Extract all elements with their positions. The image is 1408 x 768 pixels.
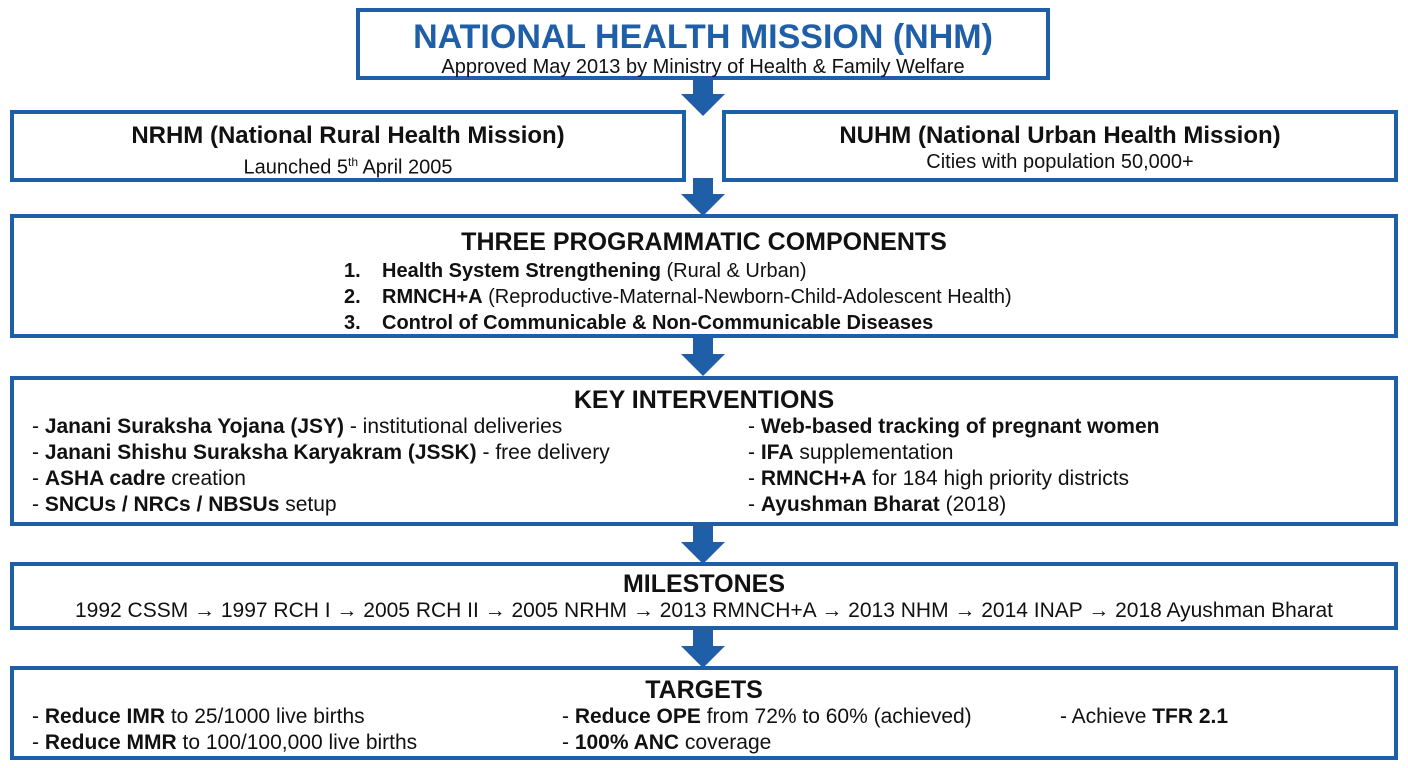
flow-arrow-icon: [681, 78, 725, 116]
targets-box: [10, 666, 1398, 760]
interventions-right-list: [748, 414, 1160, 518]
components-title: THREE PROGRAMMATIC COMPONENTS: [461, 228, 947, 256]
component-item: 2. RMNCH+A (Reproductive-Maternal-Newborn-Child-Adolescent Health): [344, 286, 1012, 308]
nhm-title: NATIONAL HEALTH MISSION (NHM): [413, 18, 993, 56]
target-item: - Reduce OPE from 72% to 60% (achieved): [562, 705, 972, 728]
nrhm-title: NRHM (National Rural Health Mission): [131, 122, 565, 149]
flow-arrow-icon: [681, 178, 725, 216]
nrhm-box: [10, 110, 686, 182]
components-box: [10, 214, 1398, 338]
nrhm-subtitle: Launched 5th April 2005: [243, 155, 453, 179]
milestones-box: [10, 562, 1398, 630]
nuhm-title: NUHM (National Urban Health Mission): [839, 122, 1281, 149]
interventions-left-list: [32, 414, 610, 518]
target-item: - Achieve TFR 2.1: [1060, 705, 1229, 728]
intervention-item: - IFA supplementation: [748, 441, 954, 464]
milestones-title: MILESTONES: [622, 570, 786, 598]
nhm-subtitle: Approved May 2013 by Ministry of Health & Family Welfare: [441, 56, 965, 78]
milestones-timeline: 1992 CSSM → 1997 RCH I → 2005 RCH II → 2005 NRHM → 2013 RMNCH+A → 2013 NHM → 2014 INAP → 2018 Ayushman Bharat: [74, 599, 1334, 622]
interventions-title: KEY INTERVENTIONS: [573, 386, 835, 414]
component-item: 1. Health System Strengthening (Rural & Urban): [344, 260, 807, 282]
intervention-item: - ASHA cadre creation: [32, 467, 246, 490]
intervention-item: - Janani Shishu Suraksha Karyakram (JSSK) - free delivery: [32, 441, 610, 464]
components-list: [344, 258, 1012, 336]
nhm-box: [356, 8, 1050, 80]
interventions-box: [10, 376, 1398, 526]
targets-title: TARGETS: [645, 676, 763, 704]
flow-arrow-icon: [681, 630, 725, 668]
flow-arrow-icon: [681, 338, 725, 376]
target-item: - 100% ANC coverage: [562, 731, 772, 754]
target-item: - Reduce MMR to 100/100,000 live births: [32, 731, 418, 754]
target-item: - Reduce IMR to 25/1000 live births: [32, 705, 365, 728]
intervention-item: - Web-based tracking of pregnant women: [748, 415, 1160, 438]
targets-col-1: [32, 704, 417, 756]
intervention-item: - RMNCH+A for 184 high priority districts: [748, 467, 1130, 490]
component-item: 3. Control of Communicable & Non-Communicable Diseases: [344, 312, 934, 334]
intervention-item: - SNCUs / NRCs / NBSUs setup: [32, 493, 337, 516]
targets-col-2: [562, 704, 972, 756]
targets-col-3: [1060, 704, 1228, 730]
intervention-item: - Ayushman Bharat (2018): [748, 493, 1007, 516]
flow-arrow-icon: [681, 526, 725, 564]
nuhm-box: [722, 110, 1398, 182]
intervention-item: - Janani Suraksha Yojana (JSY) - institutional deliveries: [32, 415, 563, 438]
nuhm-subtitle: Cities with population 50,000+: [926, 151, 1194, 173]
